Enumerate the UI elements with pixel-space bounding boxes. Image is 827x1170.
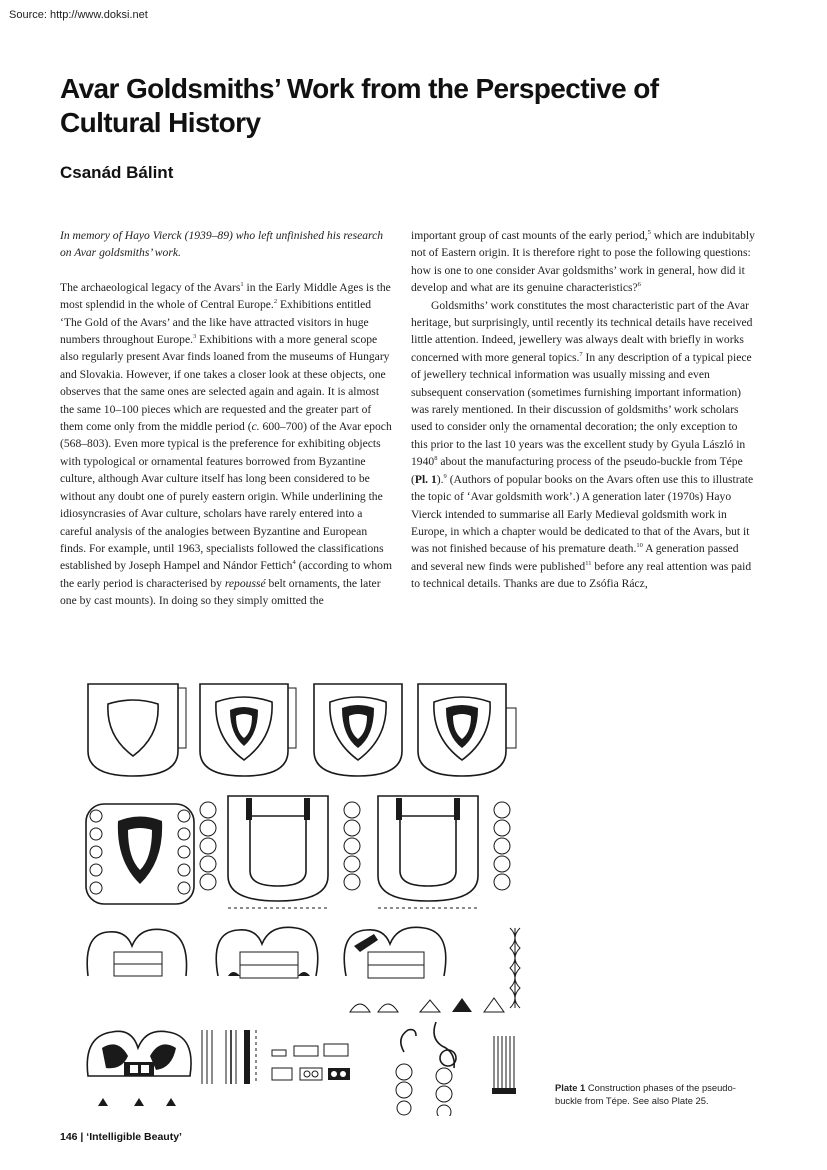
footnote-ref: 9 <box>443 472 447 480</box>
right-paragraph-1: important group of cast mounts of the early period,$^5$ which are indubitably not of Eastern origin. It is therefore right to pose the following questions: how is one to one consider Avar goldsmiths’ work in general, how did it develop and what are its genuine characteristics?$^6$ <box>411 229 755 295</box>
footnote-ref: 6 <box>637 281 641 289</box>
braided-wire <box>510 928 520 1008</box>
footnote-ref: 10 <box>636 542 643 550</box>
pin-and-beads <box>434 1022 456 1116</box>
right-column <box>411 227 756 593</box>
footnote-ref: 2 <box>273 298 278 306</box>
bead-column-2 <box>344 802 360 890</box>
footnote-ref: 5 <box>647 229 651 236</box>
tongue-piece-2 <box>216 927 318 978</box>
buckle-frame-a <box>228 796 328 908</box>
wire-strips <box>202 1030 256 1084</box>
tongue-piece-3 <box>344 927 446 978</box>
small-domes <box>350 998 504 1012</box>
article-title <box>60 72 760 140</box>
footnote-ref: 3 <box>192 333 197 341</box>
footnote-ref: 1 <box>240 280 244 288</box>
footnote-ref: 4 <box>292 559 296 567</box>
title-line-1: Avar Goldsmiths’ Work from the Perspective of <box>60 73 659 104</box>
twisted-wire-bundle <box>492 1036 516 1094</box>
footnote-ref: 11 <box>585 559 592 567</box>
buckle-granulated <box>86 804 194 904</box>
buckle-phase-4 <box>418 684 516 776</box>
buckle-phase-3 <box>314 684 402 776</box>
buckle-phase-1 <box>88 684 186 776</box>
ornament-mount <box>87 1031 191 1106</box>
dedication: In memory of Hayo Vierck (1939–89) who left unfinished his research on Avar goldsmiths’ work. <box>60 229 384 260</box>
bead-column-3 <box>494 802 510 890</box>
left-column <box>60 227 395 610</box>
tongue-piece-1 <box>87 929 186 976</box>
author-name: Csanád Bálint <box>60 163 174 182</box>
right-paragraph-2: Goldsmiths’ work constitutes the most characteristic part of the Avar heritage, but surprisingly, until recently its technical details have received little attention. Indeed, jewellery was always dealt with briefly in works concerned with more general topics.$^7$ In any description of a typical piece of jewellery technical information was usually missing and even subsequent conservation (sometimes furnishing important information) was rarely mentioned. In their discussion of goldsmiths’ work scholars used to consider only the ornamental decoration; the only exception to this prior to the last 10 years was the excellent study by Gyula László in 1940$^8$ about the manufacturing process of the pseudo-buckle from Tépe (Pl. 1).$^9$ (Authors of popular books on the Avars often use this to illustrate the topic of ‘Avar goldsmith work’.) A generation later (1970s) Hayo Vierck intended to summarise all Early Medieval goldsmith work in Europe, in which a chapter would be dedicated to that of the Avars, but it was not finished because of his premature death.$^{10}$ A generation passed and several new finds were published$^{11}$ before any real attention was paid to technical details. Thanks are due to Zsófia Rácz, <box>411 298 754 591</box>
bead-column-1 <box>200 802 216 890</box>
page-footer: 146 | ‘Intelligible Beauty’ <box>60 1131 182 1143</box>
buckle-frame-b <box>378 796 478 908</box>
plate-1-buckle-drawings <box>78 676 538 1116</box>
hook-and-beads <box>396 1030 416 1115</box>
title-line-2: Cultural History <box>60 107 261 138</box>
footnote-ref: 8 <box>434 455 438 463</box>
left-paragraph: The archaeological legacy of the Avars$^1$ in the Early Middle Ages is the most splendid in the whole of Central Europe.$^2$ Exhibitions entitled ‘The Gold of the Avars’ and the like have attracted visitors in huge numbers throughout Europe.$^3$ Exhibitions with a more general scope also regularly present Avar finds loaned from the museums of Hungary and Slovakia. However, if one takes a closer look at these objects, one observes that the same ones are selected again and again. It is almost the same 10–100 pieces which are requested and the greater part of them come only from the middle period (c. 600–700) of the Avar epoch (568–803). Even more typical is the preference for exhibiting objects with typological or ornamental features borrowed from Byzantine culture, although Avar culture itself has long been considered to be without any doubt one of purely eastern origin. While underlining the idiosyncrasies of Avar culture, scholars have rarely entered into a careful analysis of the analogies between Byzantine and European finds. For example, until 1963, specialists followed the classifications established by Joseph Hampel and Nándor Fettich$^4$ (according to whom the early period is characterised by repoussé belt ornaments, the later one by cast mounts). In doing so they simply omitted the <box>60 280 392 608</box>
footnote-ref: 7 <box>579 350 583 358</box>
plate-caption: Plate 1 Construction phases of the pseudo-buckle from Tépe. See also Plate 25. <box>555 1082 736 1106</box>
small-plates <box>272 1044 350 1080</box>
buckle-phase-2 <box>200 684 296 776</box>
source-url: Source: http://www.doksi.net <box>9 9 148 21</box>
